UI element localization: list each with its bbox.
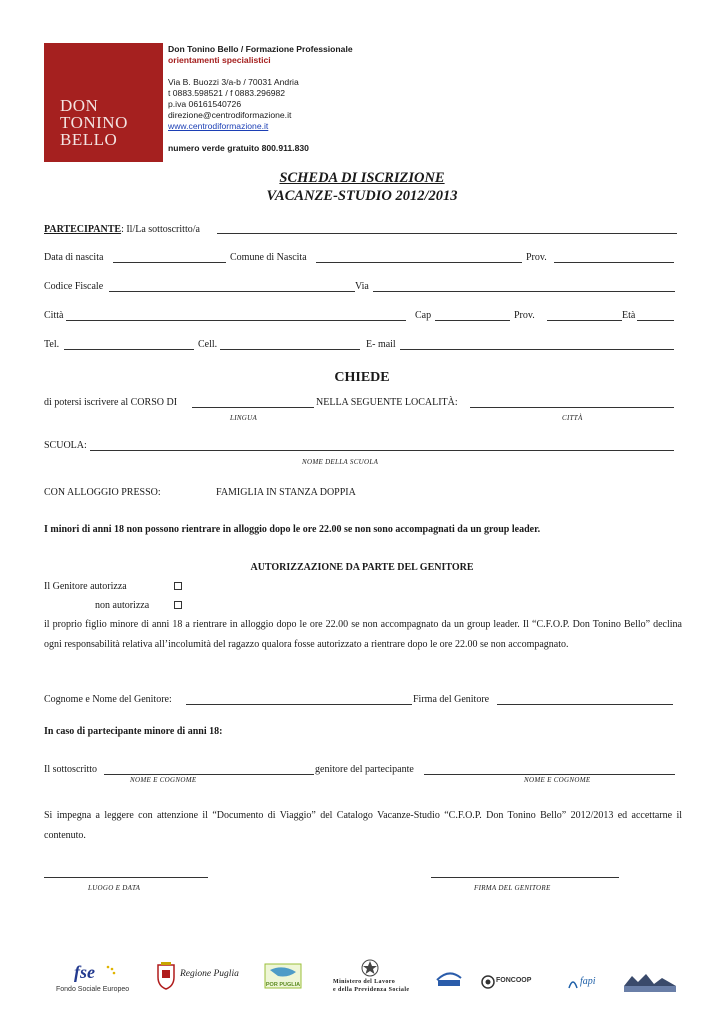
city-label: Città: [44, 310, 64, 321]
location-label: NELLA SEGUENTE LOCALITÀ:: [316, 397, 458, 408]
chiede-heading: CHIEDE: [334, 370, 390, 385]
org-email: direzione@centrodiformazione.it: [168, 110, 292, 120]
tel-label: Tel.: [44, 339, 60, 350]
parent-of-label: genitore del partecipante: [315, 764, 414, 775]
forte-logo: [434, 958, 464, 998]
form-subtitle: VACANZE-STUDIO 2012/2013: [266, 188, 458, 204]
authorizes-checkbox[interactable]: [174, 582, 182, 590]
org-phone: t 0883.598521 / f 0883.296982: [168, 88, 286, 98]
org-tagline: orientamenti specialistici: [168, 55, 271, 65]
city-hint: CITTÀ: [562, 414, 583, 422]
minor-section-heading: In caso di partecipante minore di anni 18:: [44, 726, 223, 737]
course-location-field[interactable]: [470, 407, 674, 408]
not-authorizes-label: non autorizza: [95, 600, 150, 611]
parent-signature-label: Firma del Genitore: [413, 694, 490, 705]
street-field[interactable]: [373, 291, 675, 292]
partner-logo: [622, 958, 678, 998]
email-field[interactable]: [400, 349, 674, 350]
ministero-lavoro-logo: [333, 958, 413, 998]
participant-label: PARTECIPANTE: Il/La sottoscritto/a: [44, 224, 200, 235]
participant-name-field[interactable]: [217, 233, 677, 234]
school-hint: NOME DELLA SCUOLA: [302, 458, 379, 466]
cell-label: Cell.: [198, 339, 218, 350]
ministero-line-2: e della Previdenza Sociale: [333, 987, 410, 993]
school-field[interactable]: [90, 450, 674, 451]
tax-code-field[interactable]: [109, 291, 355, 292]
ministero-line-1: Ministero del Lavoro: [333, 979, 396, 985]
fse-label: Fondo Sociale Europeo: [56, 986, 130, 993]
participant-name-field-2[interactable]: [424, 774, 675, 775]
authorizes-label: Il Genitore autorizza: [44, 581, 127, 592]
course-language-field[interactable]: [192, 407, 314, 408]
cell-field[interactable]: [220, 349, 360, 350]
parent-name-label: Cognome e Nome del Genitore:: [44, 694, 172, 705]
logo-text-line: TONINO: [60, 113, 128, 132]
not-authorizes-checkbox[interactable]: [174, 601, 182, 609]
svg-text:POR PUGLIA: POR PUGLIA: [265, 982, 301, 988]
undersigned-name-field[interactable]: [104, 774, 314, 775]
forte-icon: [434, 966, 464, 990]
regione-puglia-label: Regione Puglia: [180, 969, 239, 979]
city-prov-label: Prov.: [514, 310, 535, 321]
org-name: Don Tonino Bello / Formazione Professionale: [168, 44, 353, 54]
language-hint: LINGUA: [230, 414, 258, 422]
name-hint: NOME E COGNOME: [130, 776, 197, 784]
birth-date-label: Data di nascita: [44, 252, 104, 263]
birth-prov-label: Prov.: [526, 252, 547, 263]
fapi-label: fapi: [580, 976, 596, 987]
commitment-paragraph: Si impegna a leggere con attenzione il “Documento di Viaggio” del Catalogo Vacanze-Studio “C.F.O.P. Don Tonino Bello” 2012/2013 ed accettarne il contenuto.: [44, 810, 682, 841]
city-field[interactable]: [66, 320, 406, 321]
fapi-logo: [567, 958, 603, 998]
lodging-value: FAMIGLIA IN STANZA DOPPIA: [216, 487, 356, 498]
tel-field[interactable]: [64, 349, 194, 350]
por-puglia-icon: [264, 958, 302, 990]
cap-label: Cap: [415, 310, 432, 321]
minors-note: I minori di anni 18 non possono rientrare in alloggio dopo le ore 22.00 se non sono accompagnati da un group leader.: [44, 524, 541, 535]
birth-place-field[interactable]: [316, 262, 522, 263]
fse-logo: [56, 958, 128, 998]
street-label: Via: [355, 281, 369, 292]
authorization-heading: AUTORIZZAZIONE DA PARTE DEL GENITORE: [250, 562, 474, 573]
school-label: SCUOLA:: [44, 440, 87, 451]
fapi-icon: [567, 976, 579, 990]
foncoop-logo: [481, 958, 537, 998]
foncoop-icon: [481, 975, 495, 989]
star-emblem-icon: [361, 958, 379, 978]
svg-text:fse: fse: [74, 962, 95, 982]
parent-sign-hint: FIRMA DEL GENITORE: [474, 884, 551, 892]
age-field[interactable]: [637, 320, 674, 321]
tax-code-label: Codice Fiscale: [44, 281, 104, 292]
toll-free-number: numero verde gratuito 800.911.830: [168, 143, 309, 153]
name-hint: NOME E COGNOME: [524, 776, 591, 784]
logo-text-line: DON: [60, 96, 99, 115]
parent-signature-field[interactable]: [497, 704, 673, 705]
parent-sign-field[interactable]: [431, 877, 619, 878]
undersigned-label: Il sottoscritto: [44, 764, 98, 775]
place-date-hint: LUOGO E DATA: [88, 884, 141, 892]
lodging-label: CON ALLOGGIO PRESSO:: [44, 487, 161, 498]
birth-date-field[interactable]: [113, 262, 226, 263]
partner-emblem-icon: [622, 970, 678, 994]
email-label: E- mail: [366, 339, 396, 350]
birth-place-label: Comune di Nascita: [230, 252, 307, 263]
form-title: SCHEDA DI ISCRIZIONE: [279, 170, 445, 186]
organization-logo: [44, 43, 163, 162]
parent-name-field[interactable]: [186, 704, 412, 705]
authorization-paragraph: il proprio figlio minore di anni 18 a rientrare in alloggio dopo le ore 22.00 se non accompagnato da un group leader. Il “C.F.O.P. Don Tonino Bello” declina ogni responsabilità relativa all’incolumità del ragazzo qualora fosse autorizzato a rientrare dopo le ore 22.00 se non accompagnato.: [44, 619, 682, 650]
course-label: di potersi iscrivere al CORSO DI: [44, 397, 178, 408]
place-date-field[interactable]: [44, 877, 208, 878]
org-address: Via B. Buozzi 3/a-b / 70031 Andria: [168, 77, 299, 87]
age-label: Età: [622, 310, 636, 321]
regione-puglia-logo: [156, 958, 248, 998]
org-piva: p.iva 06161540726: [168, 99, 242, 109]
org-website-link[interactable]: www.centrodiformazione.it: [168, 121, 269, 131]
foncoop-label: FONCOOP: [496, 977, 532, 984]
coat-of-arms-icon: [156, 962, 176, 990]
por-puglia-logo: [264, 958, 302, 998]
cap-field[interactable]: [435, 320, 510, 321]
logo-text-line: BELLO: [60, 130, 118, 149]
birth-prov-field[interactable]: [554, 262, 674, 263]
city-prov-field[interactable]: [547, 320, 622, 321]
